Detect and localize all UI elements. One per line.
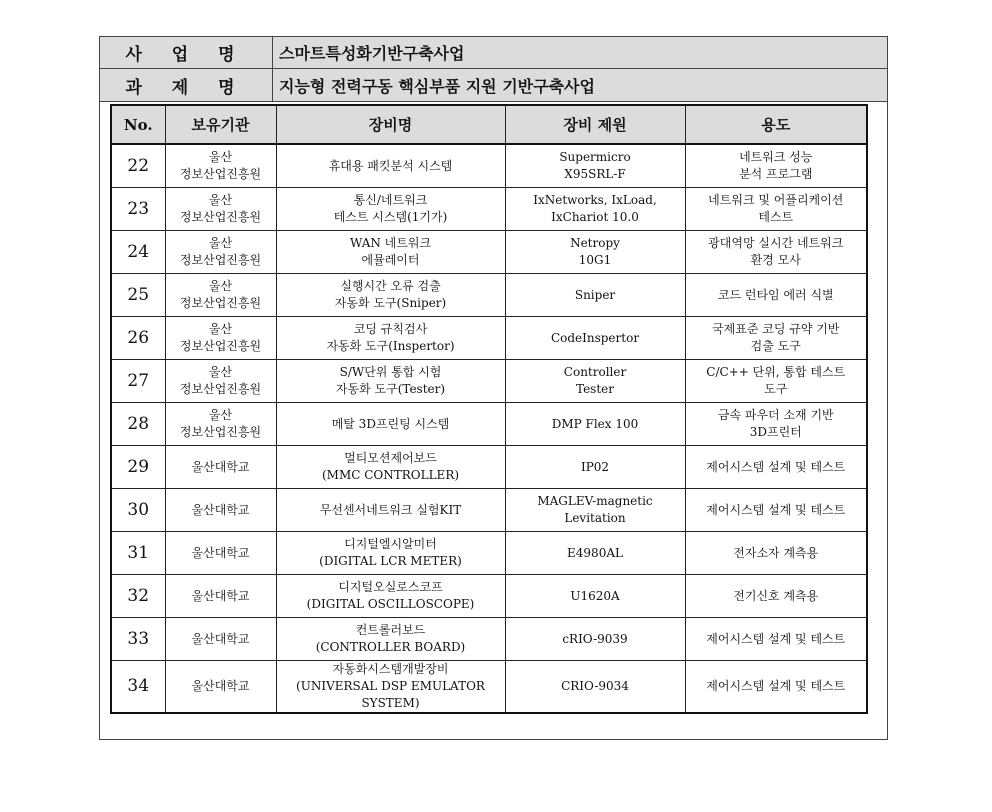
organization-cell-line: 정보산업진흥원 — [179, 296, 262, 310]
purpose-cell-line: 금속 파우더 소재 기반 — [717, 408, 834, 422]
row-number: 28 — [111, 403, 165, 446]
specification-cell-line: Netropy — [570, 236, 620, 250]
project-name-value: 스마트특성화기반구축사업 — [279, 44, 465, 63]
purpose-cell — [685, 618, 867, 661]
purpose-cell-line: 네트워크 성능 — [739, 150, 813, 164]
purpose-cell-line: C/C++ 단위, 통합 테스트 — [706, 365, 846, 379]
row-number: 27 — [111, 360, 165, 403]
organization-cell-line: 울산대학교 — [191, 459, 250, 474]
equipment-name-cell-line: (DIGITAL OSCILLOSCOPE) — [306, 597, 475, 611]
purpose-cell-line: 제어시스템 설계 및 테스트 — [706, 631, 846, 646]
specification-cell-line: CRIO-9034 — [561, 679, 629, 693]
specification-cell-line: Controller — [563, 365, 627, 379]
equipment-name-cell-line: 자동화 도구(Tester) — [335, 382, 446, 396]
purpose-cell-line: 네트워크 및 어플리케이션 — [708, 193, 844, 207]
row-number: 23 — [111, 188, 165, 231]
purpose-cell-line: 제어시스템 설계 및 테스트 — [706, 679, 846, 693]
specification-cell-line: E4980AL — [567, 545, 623, 560]
specification-cell-line: IP02 — [580, 459, 610, 474]
purpose-cell — [685, 532, 867, 575]
equipment-name-cell-line: 휴대용 패킷분석 시스템 — [328, 158, 453, 173]
purpose-cell — [685, 360, 867, 403]
specification-cell-line: Sniper — [574, 287, 616, 302]
purpose-cell-line: 3D프린터 — [749, 425, 802, 439]
specification-cell — [505, 575, 685, 618]
organization-cell — [165, 618, 276, 661]
specification-cell — [505, 274, 685, 317]
row-number: 30 — [111, 489, 165, 532]
row-number: 26 — [111, 317, 165, 360]
equipment-name-cell-line: 디지털엘시알미터 — [344, 537, 437, 551]
organization-cell-line: 정보산업진흥원 — [179, 425, 262, 439]
task-name-label: 과 제 명 — [100, 69, 273, 101]
specification-cell-line: 10G1 — [578, 253, 612, 267]
purpose-cell-line: 전자소자 계측용 — [733, 545, 819, 560]
purpose-cell — [685, 144, 867, 188]
equipment-name-cell-line: (UNIVERSAL DSP EMULATOR SYSTEM) — [296, 679, 485, 710]
specification-cell — [505, 446, 685, 489]
equipment-name-cell — [276, 618, 505, 661]
equipment-name-cell — [276, 403, 505, 446]
column-header-specification: 장비 제원 — [505, 105, 685, 144]
equipment-name-cell-line: 자동화 도구(Sniper) — [334, 296, 447, 310]
row-number: 34 — [111, 661, 165, 714]
organization-cell — [165, 188, 276, 231]
specification-cell — [505, 188, 685, 231]
organization-cell-line: 울산대학교 — [191, 679, 250, 693]
column-header-no: No. — [111, 105, 165, 144]
organization-cell-line: 정보산업진흥원 — [179, 210, 262, 224]
column-header-equipment-name: 장비명 — [276, 105, 505, 144]
organization-cell-line: 정보산업진흥원 — [179, 253, 262, 267]
specification-cell — [505, 403, 685, 446]
equipment-name-cell-line: 디지털오실로스코프 — [338, 580, 443, 594]
organization-cell-line: 정보산업진흥원 — [179, 167, 262, 181]
equipment-name-cell-line: WAN 네트워크 — [349, 236, 432, 250]
equipment-name-cell — [276, 144, 505, 188]
table-row — [111, 618, 867, 661]
specification-cell-line: X95SRL-F — [564, 167, 626, 181]
purpose-cell — [685, 188, 867, 231]
organization-cell-line: 울산대학교 — [191, 631, 250, 646]
document-frame — [99, 36, 888, 740]
purpose-cell — [685, 231, 867, 274]
specification-cell — [505, 360, 685, 403]
specification-cell — [505, 317, 685, 360]
organization-cell — [165, 231, 276, 274]
equipment-name-cell-line: 테스트 시스템(1기가) — [333, 210, 448, 224]
specification-cell-line: Supermicro — [559, 150, 631, 164]
equipment-name-cell-line: S/W단위 통합 시험 — [339, 365, 442, 379]
task-name-row — [100, 69, 887, 102]
specification-cell-line: U1620A — [570, 588, 620, 603]
organization-cell-line: 울산 — [208, 193, 233, 207]
purpose-cell-line: 제어시스템 설계 및 테스트 — [706, 502, 846, 517]
purpose-cell — [685, 446, 867, 489]
purpose-cell-line: 전기신호 계측용 — [733, 588, 819, 603]
purpose-cell-line: 도구 — [764, 382, 788, 396]
equipment-name-cell-line: 자동화시스템개발장비 — [332, 662, 449, 676]
equipment-name-cell-line: 메탈 3D프린팅 시스템 — [331, 416, 450, 431]
specification-cell — [505, 618, 685, 661]
table-row — [111, 144, 867, 188]
table-row — [111, 446, 867, 489]
organization-cell-line: 울산 — [208, 322, 233, 336]
equipment-name-cell — [276, 446, 505, 489]
table-row — [111, 489, 867, 532]
equipment-name-cell-line: 통신/네트워크 — [353, 193, 428, 207]
purpose-cell — [685, 575, 867, 618]
organization-cell-line: 울산대학교 — [191, 502, 250, 517]
purpose-cell — [685, 317, 867, 360]
specification-cell-line: CodeInspertor — [550, 330, 640, 345]
equipment-name-cell — [276, 188, 505, 231]
table-row — [111, 360, 867, 403]
organization-cell-line: 정보산업진흥원 — [179, 382, 262, 396]
equipment-name-cell-line: (CONTROLLER BOARD) — [315, 640, 466, 654]
specification-cell-line: cRIO-9039 — [562, 631, 628, 646]
row-number: 33 — [111, 618, 165, 661]
project-name-row — [100, 37, 887, 69]
equipment-name-cell — [276, 661, 505, 714]
table-row — [111, 575, 867, 618]
equipment-name-cell — [276, 575, 505, 618]
row-number: 32 — [111, 575, 165, 618]
specification-cell-line: DMP Flex 100 — [551, 416, 639, 431]
table-row — [111, 231, 867, 274]
equipment-name-cell-line: 코딩 규칙검사 — [353, 322, 428, 336]
purpose-cell-line: 검출 도구 — [750, 339, 801, 353]
table-row — [111, 317, 867, 360]
row-number: 25 — [111, 274, 165, 317]
equipment-table — [110, 104, 868, 714]
specification-cell-line: IxChariot 10.0 — [551, 210, 639, 224]
specification-cell — [505, 144, 685, 188]
equipment-name-cell — [276, 360, 505, 403]
organization-cell — [165, 446, 276, 489]
specification-cell-line: MAGLEV-magnetic — [537, 494, 653, 508]
table-row — [111, 188, 867, 231]
equipment-name-cell — [276, 489, 505, 532]
equipment-name-cell-line: (MMC CONTROLLER) — [321, 468, 460, 482]
specification-cell — [505, 489, 685, 532]
organization-cell-line: 울산대학교 — [191, 545, 250, 560]
row-number: 31 — [111, 532, 165, 575]
equipment-name-cell — [276, 231, 505, 274]
equipment-name-cell-line: 실행시간 오류 검출 — [340, 279, 441, 293]
column-header-purpose: 용도 — [685, 105, 867, 144]
organization-cell-line: 울산 — [208, 150, 233, 164]
specification-cell-line: IxNetworks, IxLoad, — [533, 193, 657, 207]
row-number: 22 — [111, 144, 165, 188]
organization-cell — [165, 317, 276, 360]
organization-cell — [165, 144, 276, 188]
organization-cell-line: 울산대학교 — [191, 588, 250, 603]
table-row — [111, 403, 867, 446]
row-number: 29 — [111, 446, 165, 489]
table-header-row — [111, 105, 867, 144]
organization-cell — [165, 489, 276, 532]
column-header-organization: 보유기관 — [165, 105, 276, 144]
organization-cell — [165, 403, 276, 446]
equipment-name-cell-line: 자동화 도구(Inspertor) — [326, 339, 455, 353]
organization-cell — [165, 274, 276, 317]
organization-cell-line: 울산 — [208, 279, 233, 293]
specification-cell-line: Levitation — [564, 511, 626, 525]
specification-cell — [505, 231, 685, 274]
purpose-cell-line: 분석 프로그램 — [739, 167, 813, 181]
table-body — [111, 144, 867, 713]
organization-cell — [165, 575, 276, 618]
equipment-name-cell — [276, 317, 505, 360]
table-row — [111, 661, 867, 714]
equipment-name-cell-line: (DIGITAL LCR METER) — [319, 554, 462, 568]
purpose-cell-line: 테스트 — [758, 210, 794, 224]
specification-cell — [505, 532, 685, 575]
equipment-name-cell — [276, 274, 505, 317]
equipment-name-cell-line: 에뮬레이터 — [361, 253, 420, 267]
organization-cell — [165, 532, 276, 575]
purpose-cell-line: 환경 모사 — [750, 253, 801, 267]
organization-cell-line: 울산 — [208, 236, 233, 250]
organization-cell — [165, 360, 276, 403]
organization-cell-line: 정보산업진흥원 — [179, 339, 262, 353]
purpose-cell-line: 국제표준 코딩 규약 기반 — [712, 322, 840, 336]
purpose-cell-line: 광대역망 실시간 네트워크 — [708, 236, 844, 250]
table-row — [111, 274, 867, 317]
equipment-name-cell-line: 멀티모션제어보드 — [344, 451, 437, 465]
purpose-cell — [685, 661, 867, 714]
purpose-cell — [685, 274, 867, 317]
equipment-name-cell-line: 컨트롤러보드 — [355, 623, 426, 637]
specification-cell — [505, 661, 685, 714]
equipment-name-cell-line: 무선센서네트워크 실험KIT — [319, 502, 462, 517]
organization-cell-line: 울산 — [208, 408, 233, 422]
purpose-cell-line: 제어시스템 설계 및 테스트 — [706, 459, 846, 474]
purpose-cell — [685, 403, 867, 446]
specification-cell-line: Tester — [576, 382, 614, 396]
purpose-cell — [685, 489, 867, 532]
table-row — [111, 532, 867, 575]
row-number: 24 — [111, 231, 165, 274]
organization-cell — [165, 661, 276, 714]
purpose-cell-line: 코드 런타임 에러 식별 — [717, 287, 834, 302]
equipment-name-cell — [276, 532, 505, 575]
task-name-value: 지능형 전력구동 핵심부품 지원 기반구축사업 — [279, 76, 595, 96]
organization-cell-line: 울산 — [208, 365, 233, 379]
project-name-label: 사 업 명 — [100, 37, 273, 68]
